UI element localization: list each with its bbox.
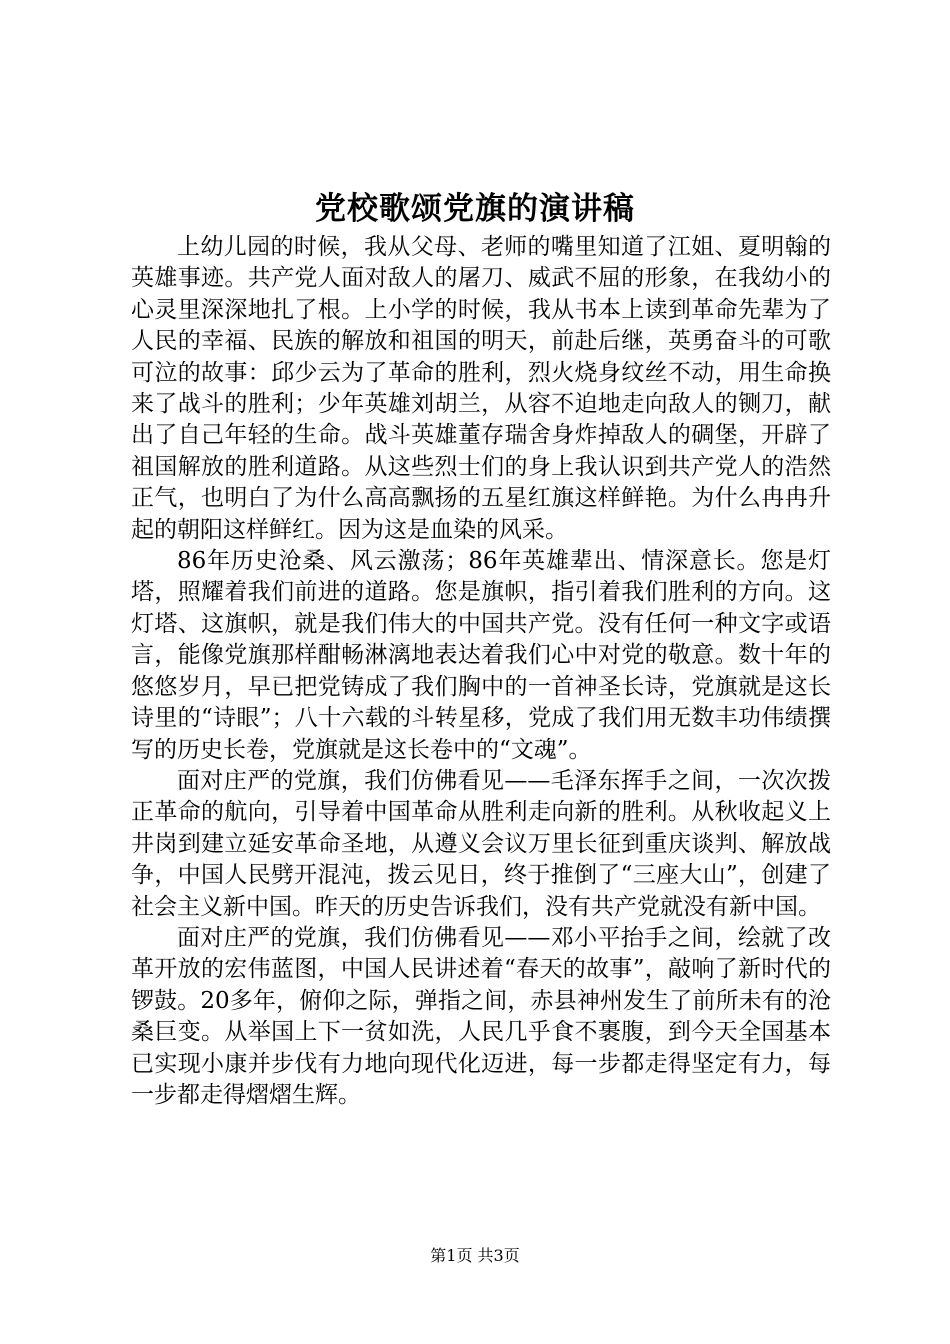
paragraph-3: 面对庄严的党旗，我们仿佛看见——毛泽东挥手之间，一次次拨正革命的航向，引导着中国革命从胜利走向新的胜利。从秋收起义上井岗到建立延安革命圣地，从遵义会议万里长征到重庆谈判、解放战争，中国人民劈开混沌，拨云见日，终于推倒了“三座大山”，创建了社会主义新中国。昨天的历史告诉我们，没有共产党就没有新中国。: [131, 767, 831, 920]
paragraph-2: 86年历史沧桑、风云激荡；86年英雄辈出、情深意长。您是灯塔，照耀着我们前进的道路。您是旗帜，指引着我们胜利的方向。这灯塔、这旗帜，就是我们伟大的中国共产党。没有任何一种文字或语言，能像党旗那样酣畅淋漓地表达着我们心中对党的敬意。数十年的悠悠岁月，早已把党铸成了我们胸中的一首神圣长诗，党旗就是这长诗里的“诗眼”；八十六载的斗转星移，党成了我们用无数丰功伟绩撰写的历史长卷，党旗就是这长卷中的“文魂”。: [131, 548, 831, 763]
document-title: 党校歌颂党旗的演讲稿: [315, 191, 635, 227]
paragraph-4: 面对庄严的党旗，我们仿佛看见——邓小平抬手之间，绘就了改革开放的宏伟蓝图，中国人民讲述着“春天的故事”，敲响了新时代的锣鼓。20多年，俯仰之际，弹指之间，赤县神州发生了前所未有的沧桑巨变。从举国上下一贫如洗，人民几乎食不裹腹，到今天全国基本已实现小康并步伐有力地向现代化迈进，每一步都走得坚定有力，每一步都走得熠熠生辉。: [131, 924, 831, 1108]
paragraph-1: 上幼儿园的时候，我从父母、老师的嘴里知道了江姐、夏明翰的英雄事迹。共产党人面对敌人的屠刀、威武不屈的形象，在我幼小的心灵里深深地扎了根。上小学的时候，我从书本上读到革命先辈为了人民的幸福、民族的解放和祖国的明天，前赴后继，英勇奋斗的可歌可泣的故事：邱少云为了革命的胜利，烈火烧身纹丝不动，用生命换来了战斗的胜利；少年英雄刘胡兰，从容不迫地走向敌人的铡刀，献出了自己年轻的生命。战斗英雄董存瑞舍身炸掉敌人的碉堡，开辟了祖国解放的胜利道路。从这些烈士们的身上我认识到共产党人的浩然正气，也明白了为什么高高飘扬的五星红旗这样鲜艳。为什么冉冉升起的朝阳这样鲜红。因为这是血染的风采。: [131, 234, 831, 543]
page-footer: 第1页 共3页: [430, 1246, 520, 1265]
document-body: [131, 232, 831, 1111]
